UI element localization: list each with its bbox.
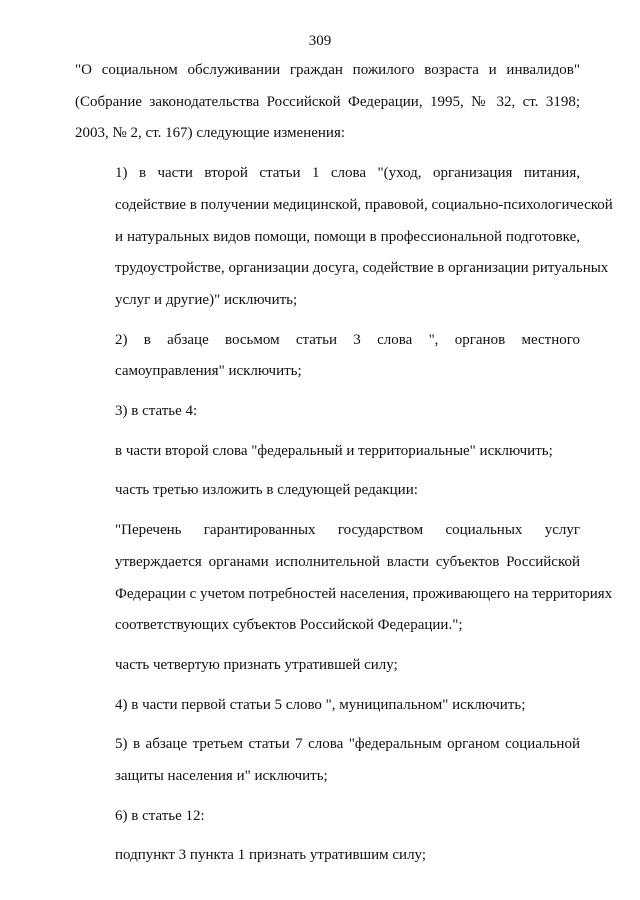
paragraph-item-3-part-2 — [75, 436, 580, 468]
text-line: утверждается органами исполнительной власти субъектов Российской — [115, 553, 580, 570]
text-line: услуг и другие)" исключить; — [115, 291, 298, 308]
text-line: (Собрание законодательства Российской Федерации, 1995, № 32, ст. 3198; — [75, 93, 580, 110]
text-line: "О социальном обслуживании граждан пожилого возраста и инвалидов" — [75, 62, 580, 78]
text-line: соответствующих субъектов Российской Федерации."; — [115, 617, 463, 634]
paragraph-item-6 — [75, 801, 580, 833]
page-number: 309 — [308, 33, 332, 49]
text-line: 1) в части второй статьи 1 слова "(уход, организация питания, — [115, 165, 580, 182]
paragraph-item-1 — [75, 158, 613, 317]
text-line: Федерации с учетом потребностей населения, проживающего на территориях — [115, 585, 613, 602]
text-line: самоуправления" исключить; — [115, 363, 302, 380]
text-line: защиты населения и" исключить; — [115, 768, 328, 785]
paragraph-item-3-part-3 — [75, 475, 580, 507]
text-line: в части второй слова "федеральный и территориальные" исключить; — [115, 442, 553, 459]
text-line: "Перечень гарантированных государством социальных услуг — [115, 522, 580, 539]
paragraph-quoted-text — [75, 515, 613, 642]
text-line: содействие в получении медицинской, правовой, социально-психологической — [115, 196, 613, 213]
paragraph-item-3-part-4 — [75, 650, 580, 682]
paragraph-law-title — [75, 55, 580, 150]
text-line: часть третью изложить в следующей редакции: — [115, 482, 418, 499]
paragraph-item-6-subitem — [75, 840, 580, 872]
paragraph-item-3 — [75, 396, 580, 428]
text-line: 4) в части первой статьи 5 слово ", муниципальном" исключить; — [115, 696, 526, 713]
text-line: часть четвертую признать утратившей силу; — [115, 656, 398, 673]
text-line: 3) в статье 4: — [115, 403, 198, 420]
text-line: и натуральных видов помощи, помощи в профессиональной подготовке, — [115, 228, 580, 245]
document-body — [75, 55, 613, 872]
text-line: 6) в статье 12: — [115, 807, 205, 824]
text-line: подпункт 3 пункта 1 признать утратившим силу; — [115, 847, 427, 864]
paragraph-item-4 — [75, 690, 580, 722]
paragraph-item-2 — [75, 325, 580, 388]
text-line: 2) в абзаце восьмом статьи 3 слова ", органов местного — [115, 331, 580, 348]
text-line: 2003, № 2, ст. 167) следующие изменения: — [75, 125, 346, 142]
paragraph-item-5 — [75, 729, 580, 792]
text-line: 5) в абзаце третьем статьи 7 слова "федеральным органом социальной — [115, 736, 580, 753]
text-line: трудоустройстве, организации досуга, содействие в организации ритуальных — [115, 260, 609, 277]
